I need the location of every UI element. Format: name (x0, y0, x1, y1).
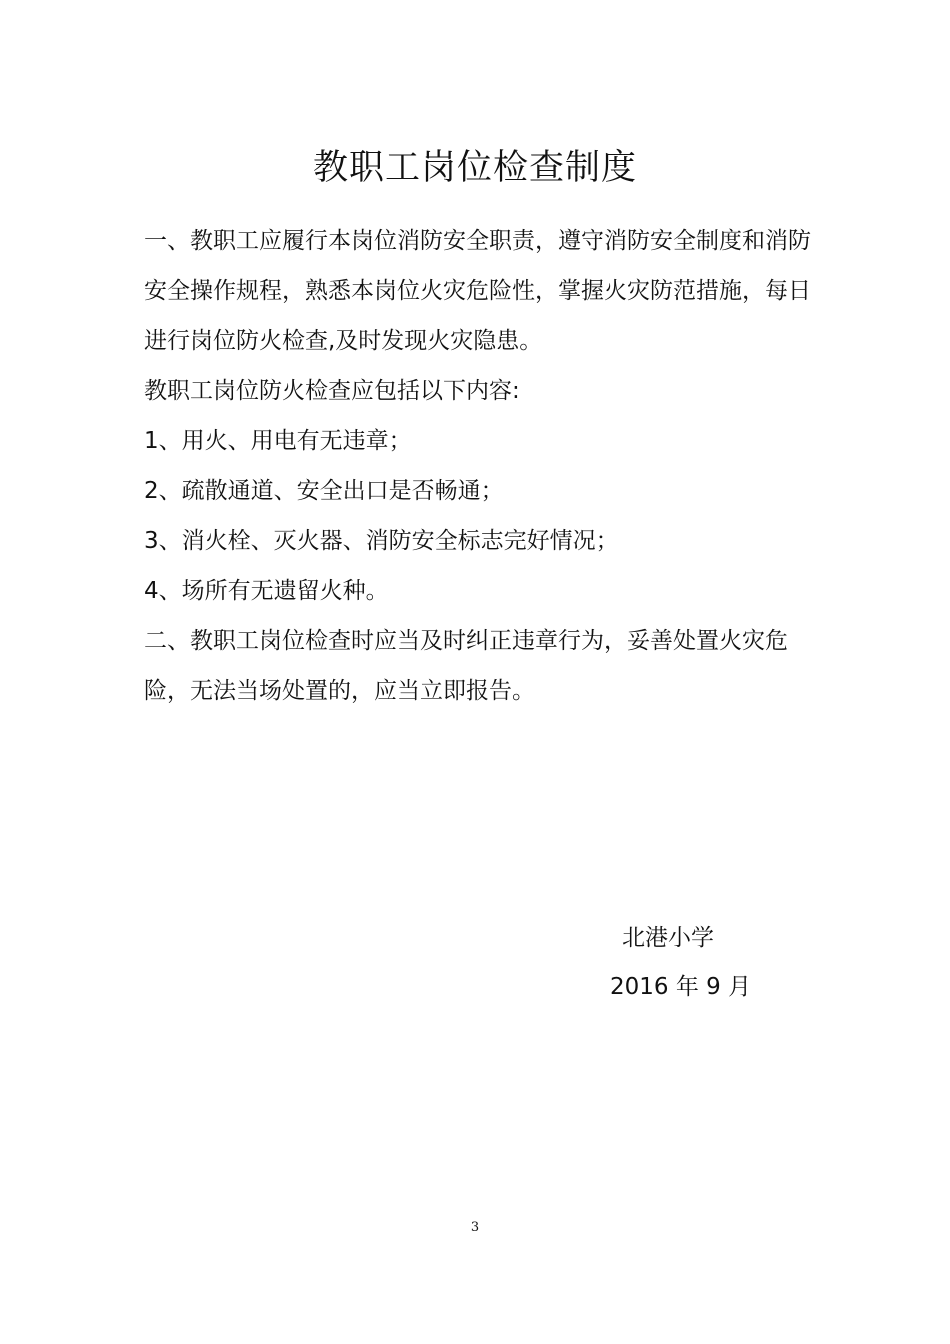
page-number: 3 (470, 1220, 480, 1235)
check-item-2: 2、疏散通道、安全出口是否畅通； (144, 478, 504, 504)
check-item-4: 4、场所有无遗留火种。 (144, 578, 389, 604)
paragraph-duty: 一、教职工应履行本岗位消防安全职责，遵守消防安全制度和消防安全操作规程，熟悉本岗位火灾危险性，掌握火灾防范措施，每日进行岗位防火检查,及时发现火灾隐患。 (144, 228, 811, 354)
paragraph-correction: 二、教职工岗位检查时应当及时纠正违章行为，妥善处置火灾危险，无法当场处置的，应当立即报告。 (144, 628, 788, 704)
paragraph-check-intro: 教职工岗位防火检查应包括以下内容: (144, 378, 520, 404)
signature-date: 2016 年 9 月 (610, 974, 752, 1000)
document-title: 教职工岗位检查制度 (312, 148, 637, 188)
check-item-3: 3、消火栓、灭火器、消防安全标志完好情况； (144, 528, 619, 554)
check-item-1: 1、用火、用电有无违章； (144, 428, 412, 454)
signature-organization: 北港小学 (622, 925, 714, 951)
document-body (144, 216, 816, 716)
